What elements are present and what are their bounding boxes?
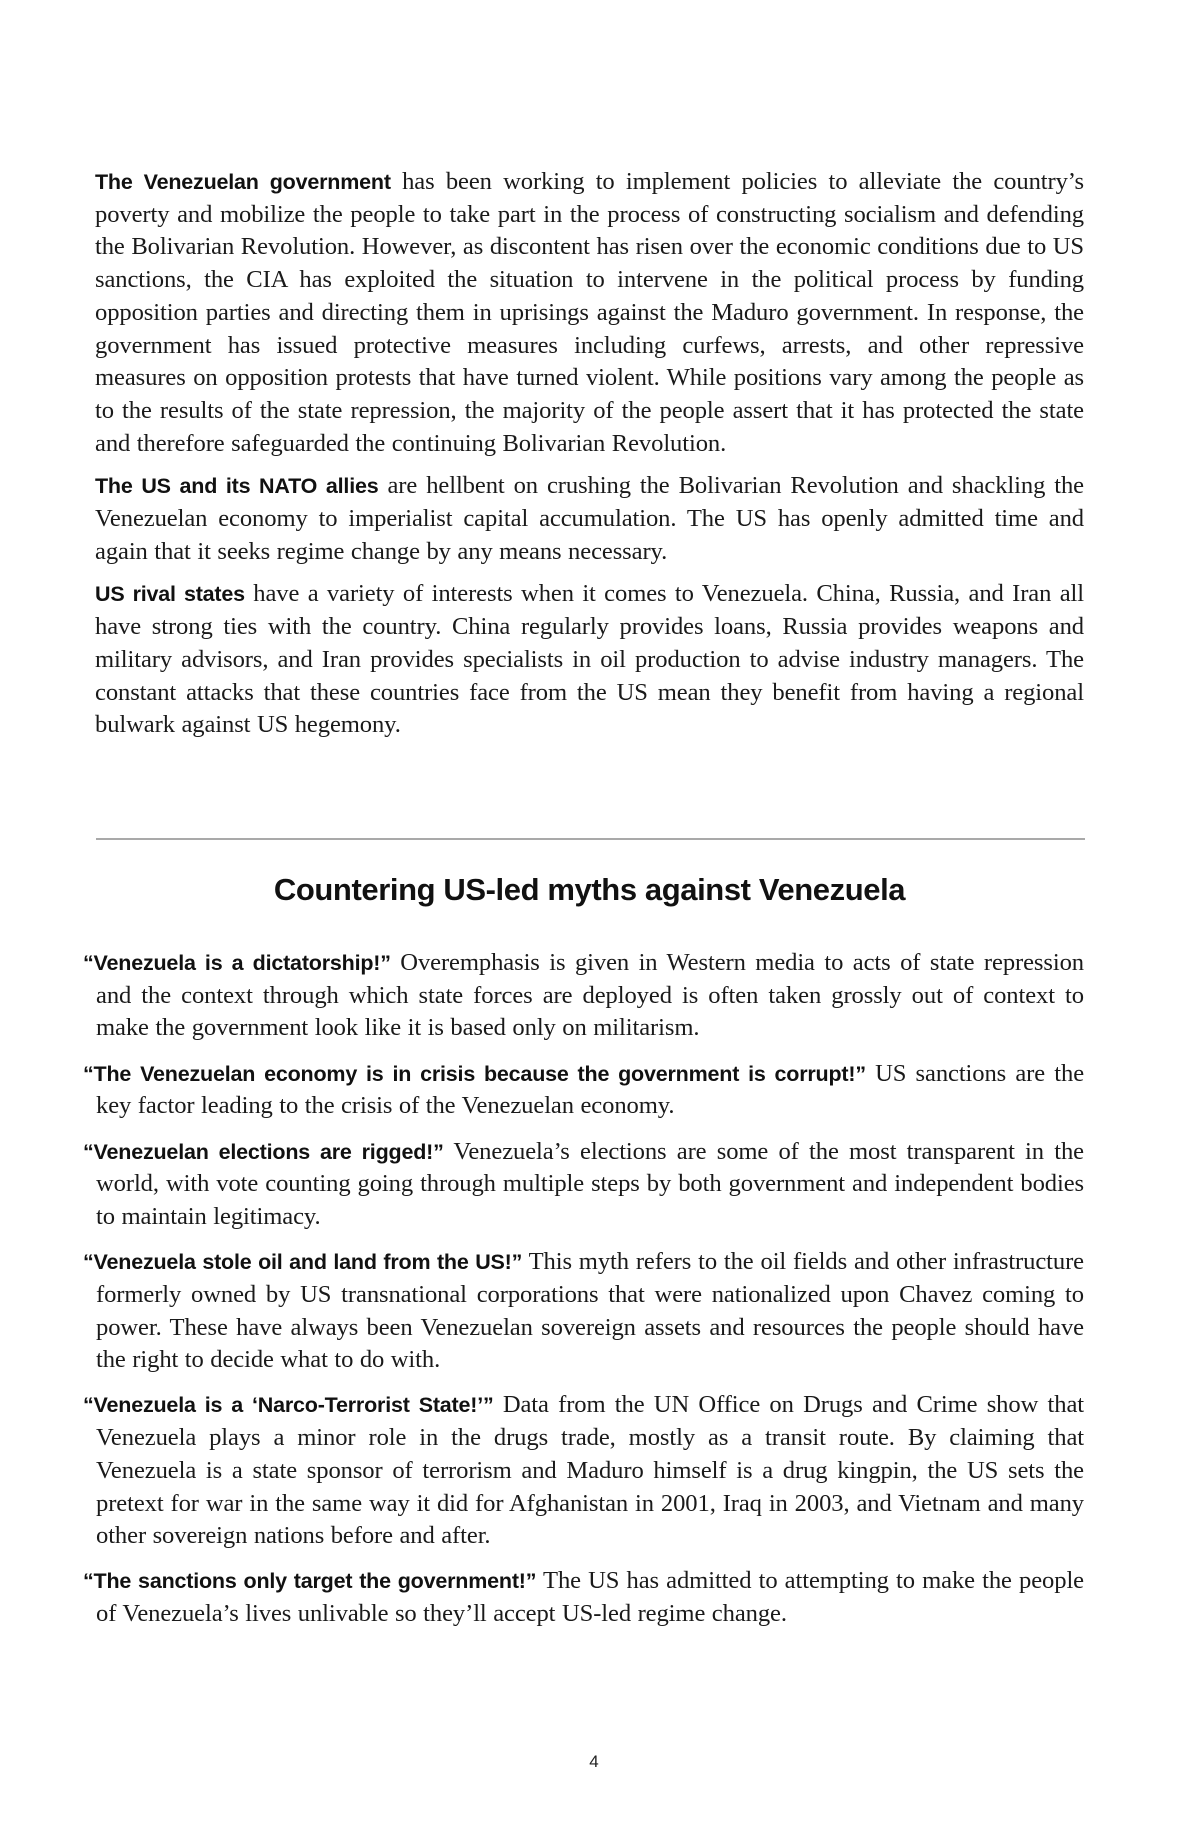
myth-response: US sanctions are the key factor leading to the crisis of the Venezuelan economy. bbox=[96, 1059, 1085, 1120]
myth-item-oil-land bbox=[83, 1246, 1084, 1377]
myth-response: Venezuela’s elections are some of the most transparent in the world, with vote counting going through multiple steps by both government and independent bodies to maintain legitimacy. bbox=[96, 1137, 1084, 1230]
intro-section bbox=[95, 166, 1084, 752]
paragraph-lead: US rival states bbox=[95, 582, 245, 607]
myth-item-sanctions bbox=[83, 1565, 1084, 1630]
myth-item-dictatorship bbox=[83, 947, 1084, 1045]
paragraph-body: have a variety of interests when it comes to Venezuela. China, Russia, and Iran all have strong ties with the country. China regularly provides loans, Russia provides weapons and military advisors, and Iran provides specialists in oil production to advise industry managers. The constant attacks that these countries face from the US mean they benefit from having a regional bulwark against US hegemony. bbox=[95, 580, 1084, 739]
paragraph-rival-states bbox=[95, 578, 1084, 742]
paragraph-us-nato bbox=[95, 470, 1084, 568]
myth-item-economy bbox=[83, 1058, 1084, 1123]
paragraph-body: has been working to implement policies to alleviate the country’s poverty and mobilize the people to take part in the process of constructing socialism and defending the Bolivarian Revolution. However, as discontent has risen over the economic conditions due to US sanctions, the CIA has exploited the situation to intervene in the political process by funding opposition parties and directing them in uprisings against the Maduro government. In response, the government has issued protective measures including curfews, arrests, and other repressive measures on opposition protests that have turned violent. While positions vary among the people as to the results of the state repression, the majority of the people assert that it has protected the state and therefore safeguarded the continuing Bolivarian Revolution. bbox=[95, 168, 1084, 457]
myth-response: The US has admitted to attempting to make the people of Venezuela’s lives unlivable so they’ll accept US-led regime change. bbox=[96, 1567, 1084, 1628]
myth-claim: “The sanctions only target the government!” bbox=[83, 1569, 537, 1594]
myth-claim: “Venezuela is a dictatorship!” bbox=[83, 951, 391, 975]
myth-claim: “Venezuela is a ‘Narco-Terrorist State!’” bbox=[83, 1393, 494, 1418]
section-divider bbox=[96, 838, 1085, 840]
myth-response: Data from the UN Office on Drugs and Crime show that Venezuela plays a minor role in the drugs trade, mostly as a transit route. By claiming that Venezuela is a state sponsor of terrorism and Maduro himself is a drug kingpin, the US sets the pretext for war in the same way it did for Afghanistan in 2001, Iraq in 2003, and Vietnam and many other sovereign nations before and after. bbox=[96, 1391, 1084, 1550]
myth-claim: “The Venezuelan economy is in crisis because the government is corrupt!” bbox=[83, 1061, 866, 1086]
myth-item-elections bbox=[83, 1136, 1084, 1234]
myth-claim: “Venezuelan elections are rigged!” bbox=[83, 1139, 444, 1164]
myth-claim: “Venezuela stole oil and land from the US!” bbox=[83, 1250, 523, 1275]
myth-response: This myth refers to the oil fields and other infrastructure formerly owned by US transnational corporations that were nationalized upon Chavez coming to power. These have always been Venezuelan sovereign assets and resources the people should have the right to decide what to do with. bbox=[96, 1248, 1084, 1374]
page-number: 4 bbox=[589, 1752, 599, 1771]
myth-response: Overemphasis is given in Western media to acts of state repression and the context through which state forces are deployed is often taken grossly out of context to make the government look like it is based only on militarism. bbox=[96, 949, 1084, 1042]
paragraph-lead: The Venezuelan government bbox=[95, 170, 391, 194]
myth-item-narco-state bbox=[83, 1389, 1084, 1553]
paragraph-lead: The US and its NATO allies bbox=[95, 474, 379, 499]
paragraph-venezuelan-government bbox=[95, 166, 1084, 460]
myths-list bbox=[83, 947, 1084, 1643]
paragraph-body: are hellbent on crushing the Bolivarian Revolution and shackling the Venezuelan economy to imperialist capital accumulation. The US has openly admitted time and again that it seeks regime change by any means necessary. bbox=[95, 472, 1084, 565]
section-title: Countering US-led myths against Venezuela bbox=[273, 872, 906, 907]
